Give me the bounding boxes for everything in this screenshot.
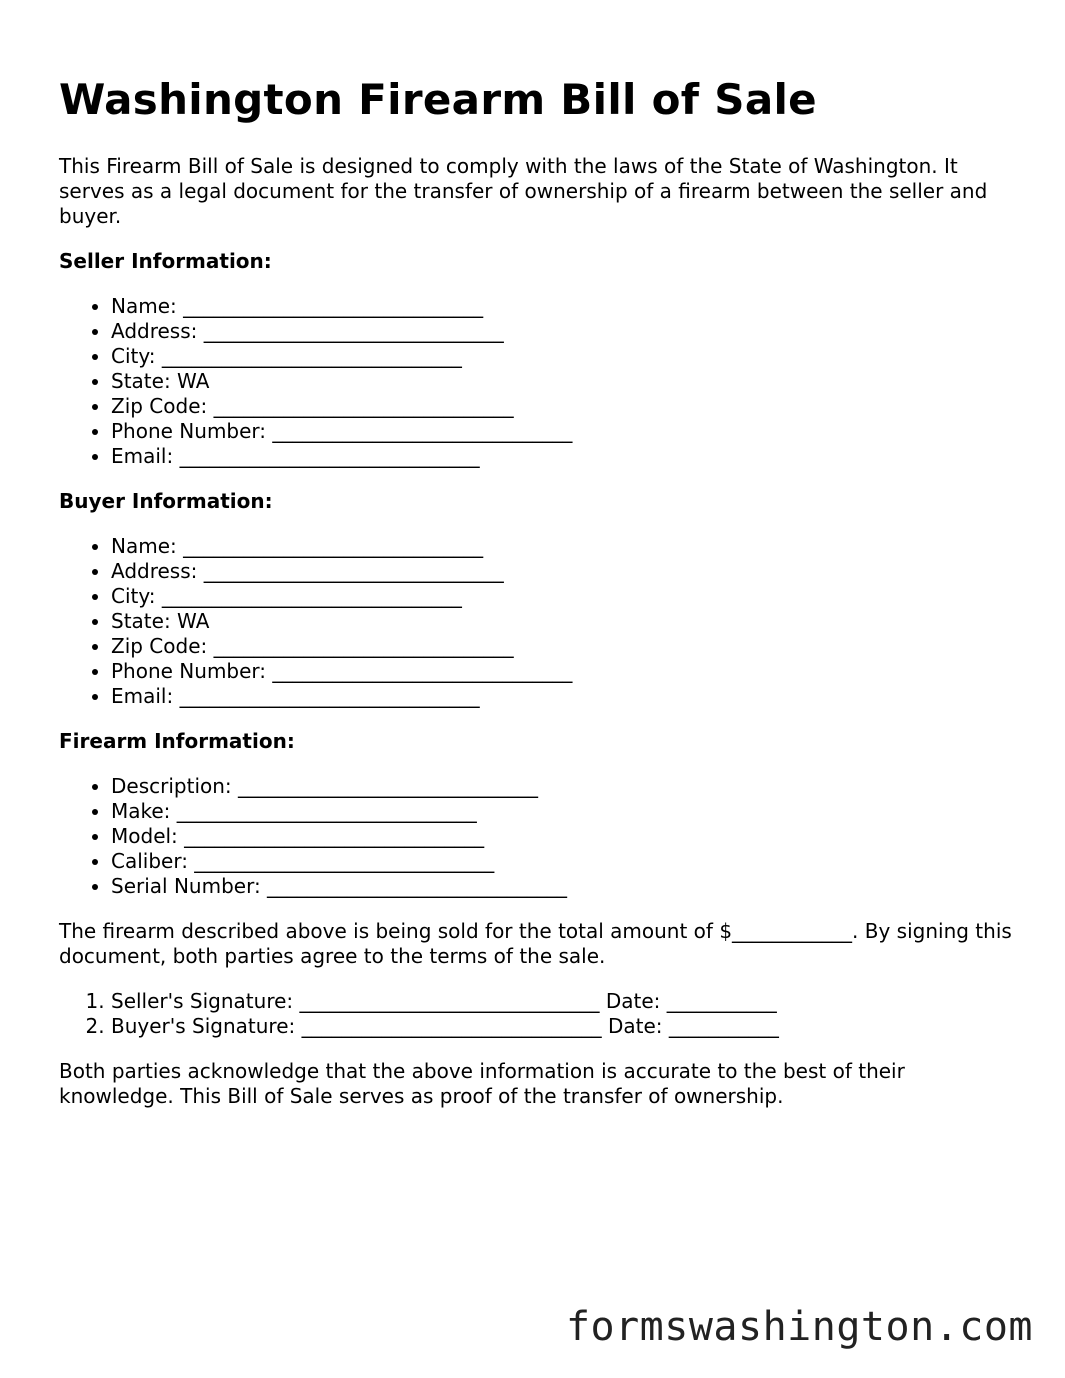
- firearm-make-field: • Make: ______________________________: [111, 799, 1019, 824]
- seller-name-field: • Name: ______________________________: [111, 294, 1019, 319]
- firearm-information-list: [59, 774, 1019, 899]
- seller-information-heading: Seller Information:: [59, 249, 272, 273]
- buyer-state-field: • State: WA: [111, 609, 1019, 634]
- seller-email-field: • Email: ______________________________: [111, 444, 1019, 469]
- firearm-serial-number-field: • Serial Number: ______________________________: [111, 874, 1019, 899]
- seller-zip-field: • Zip Code: ______________________________: [111, 394, 1019, 419]
- buyer-address-field: • Address: ______________________________: [111, 559, 1019, 584]
- firearm-information-heading: Firearm Information:: [59, 729, 295, 753]
- document-title: Washington Firearm Bill of Sale: [59, 75, 817, 124]
- seller-state-field: • State: WA: [111, 369, 1019, 394]
- firearm-model-field: • Model: ______________________________: [111, 824, 1019, 849]
- buyer-phone-field: • Phone Number: ______________________________: [111, 659, 1019, 684]
- document: [59, 72, 1019, 1109]
- buyer-signature-line: 2. Buyer's Signature: ______________________________ Date: ___________: [111, 1014, 1019, 1039]
- seller-address-field: • Address: ______________________________: [111, 319, 1019, 344]
- seller-signature-line: 1. Seller's Signature: ______________________________ Date: ___________: [111, 989, 1019, 1014]
- seller-information-list: [59, 294, 1019, 469]
- buyer-information-list: [59, 534, 1019, 709]
- site-watermark: formswashington.com: [565, 1304, 1033, 1350]
- firearm-caliber-field: • Caliber: ______________________________: [111, 849, 1019, 874]
- signature-list: [59, 989, 1019, 1039]
- firearm-description-field: • Description: ______________________________: [111, 774, 1019, 799]
- intro-paragraph: This Firearm Bill of Sale is designed to comply with the laws of the State of Washington. It serves as a legal document for the transfer of ownership of a firearm between the seller and buyer.: [59, 154, 988, 228]
- buyer-city-field: • City: ______________________________: [111, 584, 1019, 609]
- buyer-name-field: • Name: ______________________________: [111, 534, 1019, 559]
- sale-statement: The firearm described above is being sold for the total amount of $____________. By signing this document, both parties agree to the terms of the sale.: [59, 919, 1012, 968]
- buyer-information-heading: Buyer Information:: [59, 489, 273, 513]
- seller-phone-field: • Phone Number: ______________________________: [111, 419, 1019, 444]
- buyer-zip-field: • Zip Code: ______________________________: [111, 634, 1019, 659]
- closing-paragraph: Both parties acknowledge that the above information is accurate to the best of their knowledge. This Bill of Sale serves as proof of the transfer of ownership.: [59, 1059, 905, 1108]
- buyer-email-field: • Email: ______________________________: [111, 684, 1019, 709]
- seller-city-field: • City: ______________________________: [111, 344, 1019, 369]
